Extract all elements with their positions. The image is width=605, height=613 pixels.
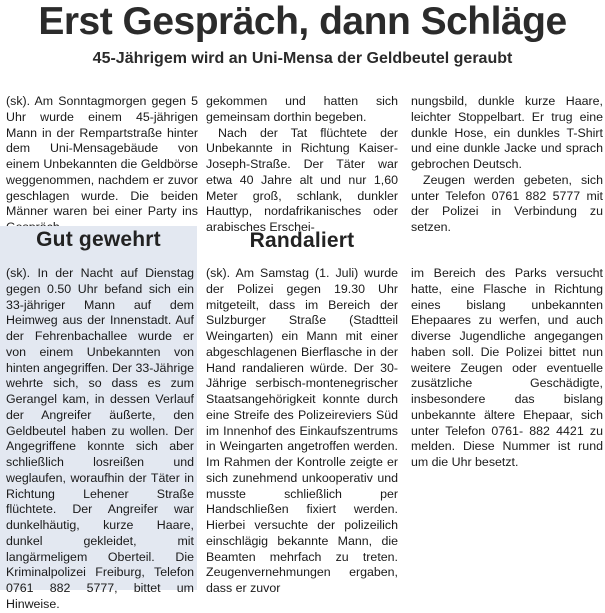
story1-column-3 xyxy=(411,94,603,236)
story1-paragraph: gekommen und hatten sich gemeinsam dorthin begeben. xyxy=(206,94,398,124)
story1-paragraph: (sk). Am Sonntagmorgen gegen 5 Uhr wurde einem 45-jährigen Mann in der Rempartstraße hinter dem Uni-Mensagebäude von einem Unbekannten die Geldbörse weggenommen, nachdem er zuvor geschlagen wurde. Die beiden Männer waren bei einer Party ins xyxy=(6,94,198,219)
story2-paragraph: (sk). In der Nacht auf Dienstag gegen 0.50 Uhr befand sich ein 33-jähriger Mann auf dem Heimweg aus der Innenstadt. Auf der Fehrenbachallee wurde er von einem Unbekannten von hinten angegriffen. Der 33-Jährige wehrte sich, so dass es zum Gerangel kam, in dessen Verlauf der Angreifer äußerte, den Geldbeutel haben zu wollen. Der Angegriffene konnte sich aber schließlich losreißen und weglaufen, woraufhin der Täter in Richtung Lehener Straße flüchtete. Der Angreifer war dunkelhäutig, kurze Haare, dunkel gekleidet, mit langärmeligem Oberteil. Die Kriminalpolizei Freiburg, Telefon 0761 882 5777, bittet um Hinweise. xyxy=(6,266,194,611)
story3-title: Randaliert xyxy=(249,229,355,252)
story1-paragraph: Zeugen werden gebeten, sich unter Telefon 0761 882 5777 mit der Polizei in Verbindung zu setzen. xyxy=(411,172,603,234)
subheadline: 45-Jährigem wird an Uni-Mensa der Geldbeutel geraubt xyxy=(92,50,513,67)
story3-column-2 xyxy=(411,266,603,471)
story3-column-1 xyxy=(206,266,398,597)
story3-paragraph: im Bereich des Parks versucht hatte, eine Flasche in Richtung eines bislang unbekannten Ehepaares zu werfen, und auch diverse Jugendliche angegangen haben soll. Die Polizei bittet nun weitere Zeugen oder eventuelle zusätzliche Geschädigte, insbesondere das bislang unbekannte ältere Ehepaar, sich unter Telefon 0761- 882 4421 zu melden. Diese Nummer ist rund um die Uhr besetzt. xyxy=(411,266,603,469)
headline: Erst Gespräch, dann Schläge xyxy=(38,0,567,43)
story2-body xyxy=(6,266,194,613)
story3-paragraph: (sk). Am Samstag (1. Juli) wurde der Polizei gegen 19.30 Uhr mitgeteilt, dass im Bereich der Sulzburger Straße (Stadtteil Weingarten) ein Mann mit einer abgeschlagenen Bierflasche in der Hand randalieren würde. Der 30-Jährige serbisch-montenegrischer Staatsangehörigkeit konnte durch eine Streife des Polizeireviers Süd im Innenhof des Einkaufszentrums in Weingarten angetroffen werden. Im Rahmen der Kontrolle zeigte er sich zunehmend unkooperativ und musste schließlich per Handschließen fixiert werden. Hierbei versuchte der polizeilich einschlägig bekannte Mann, die Beamten mehrfach zu treten. Zeugenvernehmungen ergaben, dass er zuvor xyxy=(206,266,398,595)
story1-paragraph: nungsbild, dunkle kurze Haare, leichter Stoppelbart. Er trug eine dunkle Hose, ein dunkles T-Shirt und eine dunkle Jacke und sprach gebrochen Deutsch. xyxy=(411,94,603,171)
story1-column-1 xyxy=(6,94,198,236)
story1-column-2 xyxy=(206,94,398,236)
story1-paragraph: Nach der Tat flüchtete der Unbekannte in Richtung Kaiser-Joseph-Straße. Der Täter war etwa 40 Jahre alt und nur 1,60 Meter groß, schlank, dunkler Hauttyp, nordafrikanisches oder arabisches Erschei- xyxy=(206,125,398,234)
story2-title: Gut gewehrt xyxy=(36,228,161,251)
